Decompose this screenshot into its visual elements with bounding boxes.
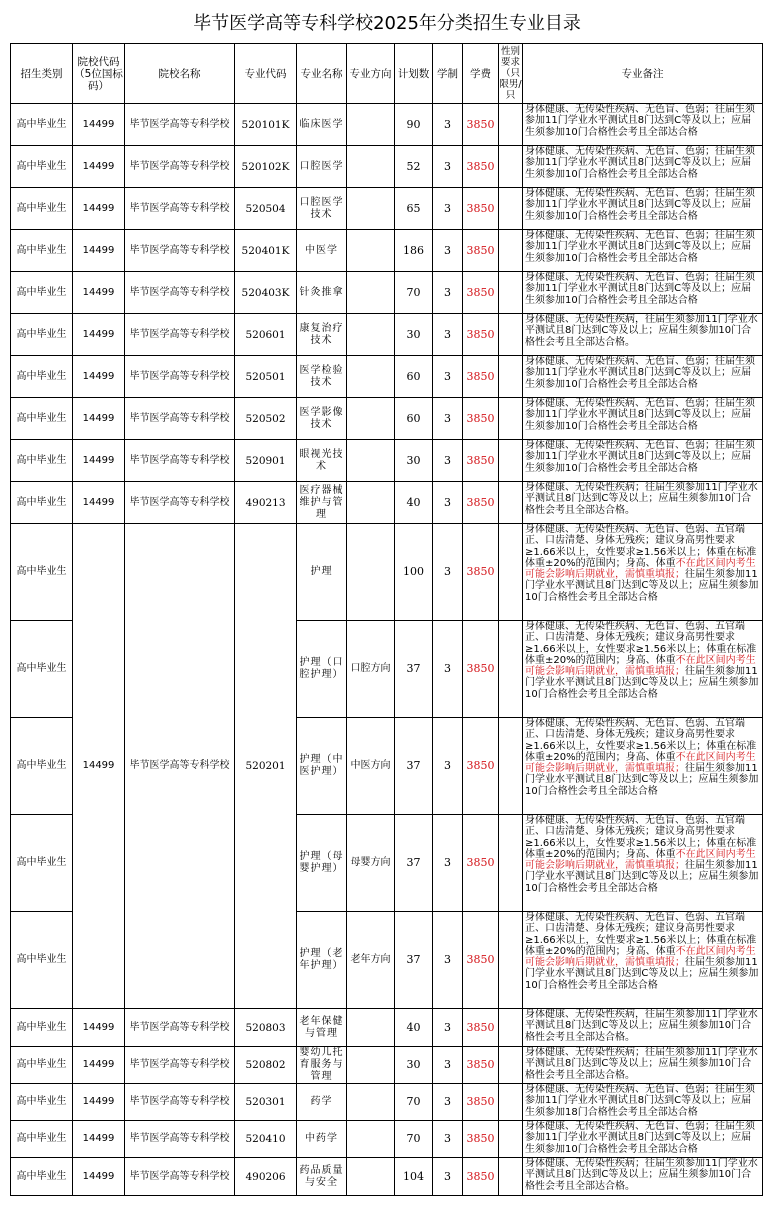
remark-text: 身体健康、无传染性疾病、无色盲、色弱；往届生须参加11门学业水平测试且8门达到C等及以上；应届生须参加10门合格性会考且全部达合格 [525,440,755,474]
header-remarks: 专业备注 [523,44,763,104]
header-years: 学制 [433,44,463,104]
table-row [11,440,763,482]
remark-cell [523,815,763,912]
fee-cell: 3850 [463,440,499,482]
school-name-cell: 毕节医学高等专科学校 [125,1084,235,1121]
remark-text-continued: 往届生须参加11门学业水平测试且8门达到C等及以上；应届生须参加10门合格性会考且全部达合格 [525,763,759,797]
major-code-cell: 520803 [235,1009,297,1047]
plan-cell: 40 [395,1009,433,1047]
plan-cell: 37 [395,912,433,1009]
remark-text: 身体健康、无传染性疾病；往届生须参加11门学业水平测试且8门达到C等及以上；应届生须参加10门合格性会考且全部达合格。 [525,1047,758,1081]
major-code-cell: 520102K [235,146,297,188]
major-name-cell: 康复治疗技术 [297,314,347,356]
direction-cell [347,440,395,482]
remark-cell [523,104,763,146]
major-code-cell: 520410 [235,1121,297,1158]
plan-cell: 37 [395,621,433,718]
remark-warning: 不在此区间内考生可能会影响后期就业，需慎重填报； [525,751,756,775]
table-row [11,104,763,146]
plan-cell: 70 [395,1084,433,1121]
school-code-cell: 14499 [73,230,125,272]
table-row [11,188,763,230]
school-code-cell: 14499 [73,1084,125,1121]
major-name-cell: 老年保健与管理 [297,1009,347,1047]
years-cell: 3 [433,188,463,230]
years-cell: 3 [433,146,463,188]
major-code-cell: 520201 [235,524,297,1009]
years-cell: 3 [433,356,463,398]
table-row [11,1009,763,1047]
header-school-name: 院校名称 [125,44,235,104]
fee-cell: 3850 [463,398,499,440]
remark-warning: 不在此区间内考生可能会影响后期就业，需慎重填报； [525,945,756,969]
school-name-cell: 毕节医学高等专科学校 [125,104,235,146]
remark-warning: 不在此区间内考生可能会影响后期就业，需慎重填报； [525,654,756,678]
category-cell: 高中毕业生 [11,1047,73,1084]
years-cell: 3 [433,621,463,718]
years-cell: 3 [433,482,463,524]
major-code-cell: 490213 [235,482,297,524]
gender-cell [499,718,523,815]
school-name-cell: 毕节医学高等专科学校 [125,1158,235,1196]
years-cell: 3 [433,398,463,440]
school-code-cell: 14499 [73,146,125,188]
remark-text: 身体健康、无传染性疾病、无色盲、色弱；往届生须参加11门学业水平测试且8门达到C等及以上；应届生须参加18门合格性会考且全部达合格 [525,1084,755,1118]
remark-cell [523,356,763,398]
category-cell: 高中毕业生 [11,356,73,398]
remark-warning: 不在此区间内考生可能会影响后期就业，需慎重填报； [525,848,756,872]
years-cell: 3 [433,272,463,314]
header-major-code: 专业代码 [235,44,297,104]
category-cell: 高中毕业生 [11,314,73,356]
school-name-cell: 毕节医学高等专科学校 [125,1047,235,1084]
table-row [11,314,763,356]
fee-cell: 3850 [463,188,499,230]
fee-cell: 3850 [463,356,499,398]
category-cell: 高中毕业生 [11,912,73,1009]
table-row [11,230,763,272]
years-cell: 3 [433,912,463,1009]
major-name-cell: 临床医学 [297,104,347,146]
remark-cell [523,230,763,272]
direction-cell: 母婴方向 [347,815,395,912]
major-code-cell: 520502 [235,398,297,440]
category-cell: 高中毕业生 [11,524,73,621]
direction-cell: 老年方向 [347,912,395,1009]
direction-cell [347,1158,395,1196]
school-name-cell: 毕节医学高等专科学校 [125,146,235,188]
remark-text: 身体健康、无传染性疾病、无色盲、色弱；往届生须参加11门学业水平测试且8门达到C等及以上；应届生须参加10门合格性会考且全部达合格 [525,104,755,138]
gender-cell [499,1158,523,1196]
fee-cell: 3850 [463,912,499,1009]
header-category: 招生类别 [11,44,73,104]
plan-cell: 60 [395,398,433,440]
major-code-cell: 520504 [235,188,297,230]
plan-cell: 30 [395,1047,433,1084]
table-row [11,482,763,524]
plan-cell: 70 [395,1121,433,1158]
gender-cell [499,912,523,1009]
school-name-cell: 毕节医学高等专科学校 [125,1121,235,1158]
fee-cell: 3850 [463,314,499,356]
direction-cell [347,1084,395,1121]
remark-text-continued: 往届生须参加11门学业水平测试且8门达到C等及以上；应届生须参加10门合格性会考且全部达合格 [525,569,759,603]
remark-cell [523,1121,763,1158]
major-name-cell: 眼视光技术 [297,440,347,482]
category-cell: 高中毕业生 [11,272,73,314]
major-name-cell: 医疗器械维护与管理 [297,482,347,524]
remark-text: 身体健康、无传染性疾病、无色盲、色弱；往届生须参加11门学业水平测试且8门达到C等及以上；应届生须参加10门合格性会考且全部达合格 [525,1121,755,1155]
years-cell: 3 [433,440,463,482]
major-name-cell: 中药学 [297,1121,347,1158]
table-row [11,146,763,188]
gender-cell [499,146,523,188]
fee-cell: 3850 [463,718,499,815]
major-name-cell: 口腔医学 [297,146,347,188]
header-school-code: 院校代码（5位国标码） [73,44,125,104]
years-cell: 3 [433,718,463,815]
fee-cell: 3850 [463,272,499,314]
remark-text: 身体健康、无传染性疾病、无色盲、色弱；往届生须参加11门学业水平测试且8门达到C等及以上；应届生须参加10门合格性会考且全部达合格 [525,272,755,306]
major-name-cell: 中医学 [297,230,347,272]
direction-cell: 口腔方向 [347,621,395,718]
gender-cell [499,524,523,621]
plan-cell: 104 [395,1158,433,1196]
remark-cell [523,440,763,482]
category-cell: 高中毕业生 [11,1009,73,1047]
category-cell: 高中毕业生 [11,146,73,188]
remark-text: 身体健康、无传染性疾病，往届生须参加11门学业水平测试且8门达到C等及以上；应届生须参加10门合格性会考且全部达合格。 [525,314,758,348]
plan-cell: 60 [395,356,433,398]
school-name-cell: 毕节医学高等专科学校 [125,356,235,398]
school-name-cell: 毕节医学高等专科学校 [125,188,235,230]
remark-text: 身体健康、无传染性疾病、无色盲、色弱、五官端正、口齿清楚、身体无残疾；建议身高男性要求≥1.66米以上，女性要求≥1.56米以上；体重在标准体重±20%的范围内；身高、体重 [525,718,757,763]
school-code-cell: 14499 [73,398,125,440]
school-code-cell: 14499 [73,104,125,146]
gender-cell [499,314,523,356]
gender-cell [499,104,523,146]
major-code-cell: 490206 [235,1158,297,1196]
school-code-cell: 14499 [73,524,125,1009]
plan-cell: 37 [395,815,433,912]
major-code-cell: 520501 [235,356,297,398]
table-row [11,1047,763,1084]
table-row [11,398,763,440]
gender-cell [499,1047,523,1084]
category-cell: 高中毕业生 [11,188,73,230]
major-code-cell: 520101K [235,104,297,146]
major-code-cell: 520601 [235,314,297,356]
header-major-name: 专业名称 [297,44,347,104]
fee-cell: 3850 [463,146,499,188]
gender-cell [499,440,523,482]
major-name-cell: 婴幼儿托育服务与管理 [297,1047,347,1084]
major-code-cell: 520301 [235,1084,297,1121]
direction-cell [347,146,395,188]
major-code-cell: 520901 [235,440,297,482]
direction-cell [347,482,395,524]
category-cell: 高中毕业生 [11,440,73,482]
school-name-cell: 毕节医学高等专科学校 [125,440,235,482]
remark-cell [523,1084,763,1121]
fee-cell: 3850 [463,104,499,146]
header-plan: 计划数 [395,44,433,104]
remark-text: 身体健康、无传染性疾病；往届生须参加11门学业水平测试且8门达到C等及以上；应届生须参加10门合格性会考且全部达合格。 [525,482,758,516]
header-gender: 性别要求（只限男/只 [499,44,523,104]
fee-cell: 3850 [463,1084,499,1121]
gender-cell [499,482,523,524]
fee-cell: 3850 [463,1121,499,1158]
category-cell: 高中毕业生 [11,1158,73,1196]
remark-cell [523,621,763,718]
school-name-cell: 毕节医学高等专科学校 [125,398,235,440]
major-name-cell: 护理（老年护理） [297,912,347,1009]
plan-cell: 65 [395,188,433,230]
gender-cell [499,188,523,230]
major-name-cell: 护理 [297,524,347,621]
fee-cell: 3850 [463,621,499,718]
category-cell: 高中毕业生 [11,718,73,815]
remark-text: 身体健康、无传染性疾病，往届生须参加11门学业水平测试且8门达到C等及以上；应届生须参加10门合格性会考且全部达合格。 [525,1009,758,1043]
direction-cell [347,272,395,314]
remark-cell [523,146,763,188]
direction-cell [347,1047,395,1084]
remark-text: 身体健康、无传染性疾病、无色盲、色弱；往届生须参加11门学业水平测试且8门达到C等及以上；应届生须参加10门合格性会考且全部达合格 [525,356,755,390]
school-name-cell: 毕节医学高等专科学校 [125,272,235,314]
years-cell: 3 [433,1121,463,1158]
table-row [11,1084,763,1121]
years-cell: 3 [433,230,463,272]
gender-cell [499,621,523,718]
years-cell: 3 [433,815,463,912]
fee-cell: 3850 [463,1047,499,1084]
major-name-cell: 针灸推拿 [297,272,347,314]
plan-cell: 30 [395,440,433,482]
table-row [11,1158,763,1196]
fee-cell: 3850 [463,1158,499,1196]
category-cell: 高中毕业生 [11,104,73,146]
category-cell: 高中毕业生 [11,482,73,524]
remark-text: 身体健康、无传染性疾病、无色盲、色弱、五官端正、口齿清楚、身体无残疾；建议身高男性要求≥1.66米以上，女性要求≥1.56米以上；体重在标准体重±20%的范围内；身高、体重 [525,524,757,569]
remark-text: 身体健康、无传染性疾病、无色盲、色弱；往届生须参加11门学业水平测试且8门达到C等及以上；应届生须参加10门合格性会考且全部达合格 [525,398,755,432]
remark-cell [523,482,763,524]
category-cell: 高中毕业生 [11,815,73,912]
years-cell: 3 [433,104,463,146]
major-name-cell: 医学检验技术 [297,356,347,398]
gender-cell [499,1084,523,1121]
direction-cell [347,1009,395,1047]
school-code-cell: 14499 [73,482,125,524]
remark-cell [523,912,763,1009]
fee-cell: 3850 [463,815,499,912]
remark-cell [523,1009,763,1047]
school-name-cell: 毕节医学高等专科学校 [125,1009,235,1047]
direction-cell [347,1121,395,1158]
plan-cell: 52 [395,146,433,188]
remark-cell [523,272,763,314]
major-code-cell: 520403K [235,272,297,314]
remark-text: 身体健康、无传染性疾病、无色盲、色弱；往届生须参加11门学业水平测试且8门达到C等及以上；应届生须参加10门合格性会考且全部达合格 [525,146,755,180]
enrollment-table [10,43,763,1196]
remark-text: 身体健康、无传染性疾病、无色盲、色弱；往届生须参加11门学业水平测试且8门达到C等及以上；应届生须参加10门合格性会考且全部达合格 [525,230,755,264]
remark-text: 身体健康、无传染性疾病、无色盲、色弱、五官端正、口齿清楚、身体无残疾；建议身高男性要求≥1.66米以上，女性要求≥1.56米以上；体重在标准体重±20%的范围内；身高、体重 [525,815,757,860]
major-name-cell: 护理（中医护理） [297,718,347,815]
fee-cell: 3850 [463,482,499,524]
plan-cell: 90 [395,104,433,146]
major-name-cell: 药品质量与安全 [297,1158,347,1196]
table-row-nursing [11,524,763,621]
fee-cell: 3850 [463,1009,499,1047]
remark-warning: 不在此区间内考生可能会影响后期就业，需慎重填报； [525,557,756,581]
plan-cell: 186 [395,230,433,272]
years-cell: 3 [433,1047,463,1084]
plan-cell: 37 [395,718,433,815]
remark-text-continued: 往届生须参加11门学业水平测试且8门达到C等及以上；应届生须参加10门合格性会考且全部达合格 [525,957,759,991]
remark-text: 身体健康、无传染性疾病、无色盲、色弱、五官端正、口齿清楚、身体无残疾；建议身高男性要求≥1.66米以上，女性要求≥1.56米以上；体重在标准体重±20%的范围内；身高、体重 [525,621,757,666]
direction-cell [347,398,395,440]
major-name-cell: 护理（口腔护理） [297,621,347,718]
remark-cell [523,398,763,440]
table-header-row [11,44,763,104]
years-cell: 3 [433,1084,463,1121]
gender-cell [499,272,523,314]
category-cell: 高中毕业生 [11,1084,73,1121]
table-row [11,356,763,398]
gender-cell [499,815,523,912]
remark-cell [523,314,763,356]
direction-cell [347,230,395,272]
plan-cell: 70 [395,272,433,314]
school-code-cell: 14499 [73,272,125,314]
major-name-cell: 口腔医学技术 [297,188,347,230]
major-code-cell: 520401K [235,230,297,272]
remark-cell [523,524,763,621]
header-fee: 学费 [463,44,499,104]
category-cell: 高中毕业生 [11,398,73,440]
school-code-cell: 14499 [73,314,125,356]
direction-cell [347,314,395,356]
remark-text: 身体健康、无传染性疾病；往届生须参加11门学业水平测试且8门达到C等及以上；应届生须参加10门合格性会考且全部达合格。 [525,1158,758,1192]
school-name-cell: 毕节医学高等专科学校 [125,524,235,1009]
remark-cell [523,1158,763,1196]
major-code-cell: 520802 [235,1047,297,1084]
plan-cell: 100 [395,524,433,621]
years-cell: 3 [433,524,463,621]
category-cell: 高中毕业生 [11,621,73,718]
remark-text: 身体健康、无传染性疾病、无色盲、色弱；往届生须参加11门学业水平测试且8门达到C等及以上；应届生须参加10门合格性会考且全部达合格 [525,188,755,222]
fee-cell: 3850 [463,230,499,272]
plan-cell: 40 [395,482,433,524]
school-name-cell: 毕节医学高等专科学校 [125,230,235,272]
direction-cell: 中医方向 [347,718,395,815]
direction-cell [347,188,395,230]
gender-cell [499,356,523,398]
years-cell: 3 [433,1158,463,1196]
school-code-cell: 14499 [73,1047,125,1084]
remark-text: 身体健康、无传染性疾病、无色盲、色弱、五官端正、口齿清楚、身体无残疾；建议身高男性要求≥1.66米以上，女性要求≥1.56米以上；体重在标准体重±20%的范围内；身高、体重 [525,912,757,957]
major-name-cell: 医学影像技术 [297,398,347,440]
remark-cell [523,1047,763,1084]
school-code-cell: 14499 [73,188,125,230]
table-row [11,1121,763,1158]
header-direction: 专业方向 [347,44,395,104]
gender-cell [499,1009,523,1047]
school-code-cell: 14499 [73,1121,125,1158]
school-name-cell: 毕节医学高等专科学校 [125,314,235,356]
category-cell: 高中毕业生 [11,1121,73,1158]
major-name-cell: 药学 [297,1084,347,1121]
school-code-cell: 14499 [73,1009,125,1047]
major-name-cell: 护理（母婴护理） [297,815,347,912]
school-code-cell: 14499 [73,356,125,398]
direction-cell [347,524,395,621]
direction-cell [347,104,395,146]
direction-cell [347,356,395,398]
table-row [11,272,763,314]
school-code-cell: 14499 [73,1158,125,1196]
gender-cell [499,398,523,440]
plan-cell: 30 [395,314,433,356]
years-cell: 3 [433,314,463,356]
years-cell: 3 [433,1009,463,1047]
remark-text-continued: 往届生须参加11门学业水平测试且8门达到C等及以上；应届生须参加10门合格性会考且全部达合格 [525,860,759,894]
remark-cell [523,718,763,815]
gender-cell [499,1121,523,1158]
category-cell: 高中毕业生 [11,230,73,272]
remark-cell [523,188,763,230]
gender-cell [499,230,523,272]
school-name-cell: 毕节医学高等专科学校 [125,482,235,524]
page-title: 毕节医学高等专科学校2025年分类招生专业目录 [193,13,581,34]
remark-text-continued: 往届生须参加11门学业水平测试且8门达到C等及以上；应届生须参加10门合格性会考且全部达合格 [525,666,759,700]
school-code-cell: 14499 [73,440,125,482]
fee-cell: 3850 [463,524,499,621]
